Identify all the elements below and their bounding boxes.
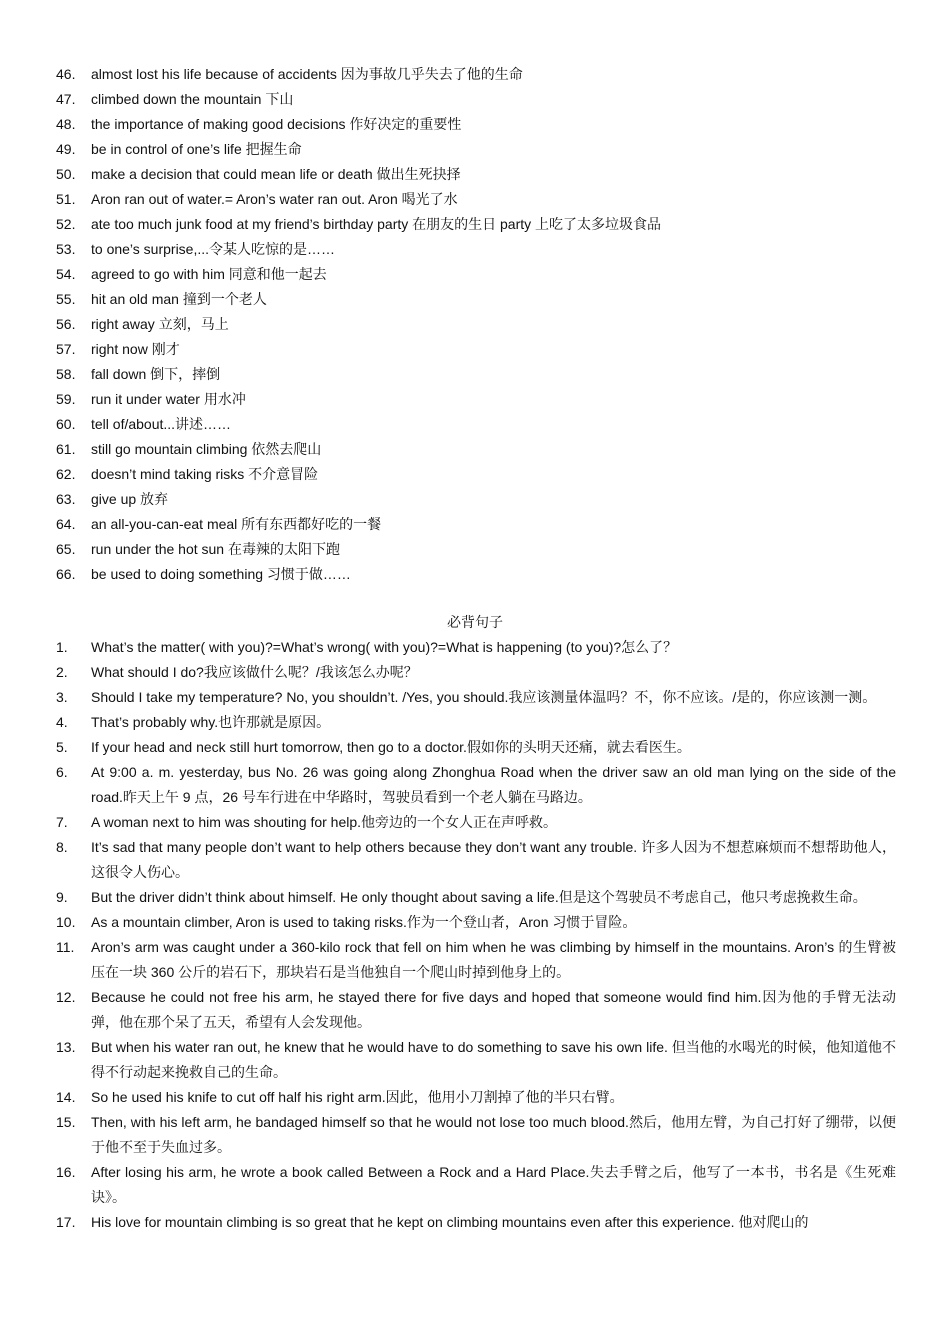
item-text: Aron ran out of water.= Aron’s water ran out. Aron 喝光了水 bbox=[91, 191, 458, 207]
item-number: 9. bbox=[56, 889, 68, 905]
item-text: still go mountain climbing 依然去爬山 bbox=[91, 441, 322, 457]
item-number: 11. bbox=[56, 939, 75, 955]
item-number: 48. bbox=[56, 116, 76, 132]
item-number: 65. bbox=[56, 541, 76, 557]
item-text: As a mountain climber, Aron is used to taking risks.作为一个登山者，Aron 习惯于冒险。 bbox=[91, 914, 637, 930]
vocab-item bbox=[56, 437, 896, 462]
item-text: Because he could not free his arm, he stayed there for five days and hoped that someone would find him.因为他的手臂无法动弹，他在那个呆了五天，希望有人会发现他。 bbox=[91, 989, 896, 1030]
sentence-item bbox=[56, 810, 896, 835]
item-number: 53. bbox=[56, 241, 76, 257]
item-number: 49. bbox=[56, 141, 76, 157]
item-text: What should I do?我应该做什么呢？/我该怎么办呢？ bbox=[91, 664, 418, 680]
item-text: Should I take my temperature? No, you shouldn’t. /Yes, you should.我应该测量体温吗？不，你不应该。/是的，你应该测一测。 bbox=[91, 689, 877, 705]
vocab-item bbox=[56, 387, 896, 412]
vocab-item bbox=[56, 487, 896, 512]
vocab-item bbox=[56, 537, 896, 562]
sentence-item bbox=[56, 760, 896, 810]
item-text: climbed down the mountain 下山 bbox=[91, 91, 294, 107]
item-number: 62. bbox=[56, 466, 76, 482]
item-text: A woman next to him was shouting for help.他旁边的一个女人正在声呼救。 bbox=[91, 814, 558, 830]
item-text: It’s sad that many people don’t want to help others because they don’t want any trouble. 许多人因为不想惹麻烦而不想帮助他人，这很令人伤心。 bbox=[91, 839, 896, 880]
vocab-item bbox=[56, 62, 896, 87]
item-number: 51. bbox=[56, 191, 76, 207]
vocab-item bbox=[56, 237, 896, 262]
item-number: 59. bbox=[56, 391, 76, 407]
item-text: agreed to go with him 同意和他一起去 bbox=[91, 266, 327, 282]
item-text: right away 立刻，马上 bbox=[91, 316, 229, 332]
item-text: So he used his knife to cut off half his right arm.因此，他用小刀割掉了他的半只右臂。 bbox=[91, 1089, 624, 1105]
vocab-item bbox=[56, 362, 896, 387]
vocab-item bbox=[56, 162, 896, 187]
sentence-item bbox=[56, 660, 896, 685]
sentence-item bbox=[56, 635, 896, 660]
sentence-item bbox=[56, 835, 896, 885]
item-number: 6. bbox=[56, 764, 68, 780]
sentence-item bbox=[56, 1085, 896, 1110]
item-number: 57. bbox=[56, 341, 76, 357]
sentence-item bbox=[56, 1035, 896, 1085]
item-number: 47. bbox=[56, 91, 76, 107]
vocab-item bbox=[56, 412, 896, 437]
item-text: But the driver didn’t think about himself. He only thought about saving a life.但是这个驾驶员不考虑自己，他只考虑挽救生命。 bbox=[91, 889, 867, 905]
item-number: 50. bbox=[56, 166, 76, 182]
vocabulary-list bbox=[56, 62, 896, 587]
item-text: Aron’s arm was caught under a 360-kilo rock that fell on him when he was climbing by himself in the mountains. Aron’s 的生臂被压在一块 360 公斤的岩石下，那块岩石是当他独自一个爬山时掉到他身上的。 bbox=[91, 939, 896, 980]
vocab-item bbox=[56, 337, 896, 362]
item-number: 66. bbox=[56, 566, 76, 582]
item-text: almost lost his life because of accidents 因为事故几乎失去了他的生命 bbox=[91, 66, 523, 82]
item-text: run under the hot sun 在毒辣的太阳下跑 bbox=[91, 541, 340, 557]
item-text: be in control of one’s life 把握生命 bbox=[91, 141, 302, 157]
item-text: an all-you-can-eat meal 所有东西都好吃的一餐 bbox=[91, 516, 382, 532]
item-number: 15. bbox=[56, 1114, 76, 1130]
sentence-item bbox=[56, 1110, 896, 1160]
sentence-item bbox=[56, 1160, 896, 1210]
item-text: hit an old man 撞到一个老人 bbox=[91, 291, 267, 307]
item-number: 56. bbox=[56, 316, 76, 332]
item-number: 10. bbox=[56, 914, 76, 930]
sentence-item bbox=[56, 685, 896, 710]
item-text: to one’s surprise,...令某人吃惊的是…… bbox=[91, 241, 336, 257]
item-number: 52. bbox=[56, 216, 76, 232]
item-text: doesn’t mind taking risks 不介意冒险 bbox=[91, 466, 319, 482]
sentence-item bbox=[56, 910, 896, 935]
item-text: His love for mountain climbing is so great that he kept on climbing mountains even after this experience. 他对爬山的 bbox=[91, 1214, 809, 1230]
sentence-item bbox=[56, 710, 896, 735]
item-number: 55. bbox=[56, 291, 76, 307]
vocab-item bbox=[56, 562, 896, 587]
item-text: be used to doing something 习惯于做…… bbox=[91, 566, 351, 582]
item-text: fall down 倒下，摔倒 bbox=[91, 366, 221, 382]
item-text: But when his water ran out, he knew that he would have to do something to save his own life. 但当他的水喝光的时候，他知道他不得不行动起来挽救自己的生命。 bbox=[91, 1039, 896, 1080]
item-number: 4. bbox=[56, 714, 68, 730]
vocab-item bbox=[56, 462, 896, 487]
section-heading: 必背句子 bbox=[447, 614, 503, 630]
vocab-item bbox=[56, 312, 896, 337]
item-number: 17. bbox=[56, 1214, 76, 1230]
item-number: 3. bbox=[56, 689, 68, 705]
vocab-item bbox=[56, 212, 896, 237]
vocab-item bbox=[56, 512, 896, 537]
item-text: the importance of making good decisions 作好决定的重要性 bbox=[91, 116, 462, 132]
item-number: 7. bbox=[56, 814, 68, 830]
item-number: 13. bbox=[56, 1039, 76, 1055]
item-text: give up 放弃 bbox=[91, 491, 169, 507]
item-text: make a decision that could mean life or death 做出生死抉择 bbox=[91, 166, 461, 182]
item-number: 5. bbox=[56, 739, 68, 755]
item-number: 12. bbox=[56, 989, 76, 1005]
vocab-item bbox=[56, 112, 896, 137]
item-text: That’s probably why.也许那就是原因。 bbox=[91, 714, 331, 730]
item-text: At 9:00 a. m. yesterday, bus No. 26 was going along Zhonghua Road when the driver saw an old man lying on the side of the road.昨天上午 9 点，26 号车行进在中华路时，驾驶员看到一个老人躺在马路边。 bbox=[91, 764, 896, 805]
item-text: What’s the matter( with you)?=What’s wrong( with you)?=What is happening (to you)?怎么了？ bbox=[91, 639, 678, 655]
sentence-item bbox=[56, 885, 896, 910]
sentence-item bbox=[56, 935, 896, 985]
sentence-item bbox=[56, 735, 896, 760]
item-number: 58. bbox=[56, 366, 76, 382]
item-number: 14. bbox=[56, 1089, 76, 1105]
sentence-item bbox=[56, 985, 896, 1035]
item-number: 54. bbox=[56, 266, 76, 282]
item-number: 60. bbox=[56, 416, 76, 432]
vocab-item bbox=[56, 287, 896, 312]
item-number: 63. bbox=[56, 491, 76, 507]
item-text: Then, with his left arm, he bandaged himself so that he would not lose too much blood.然后，他用左臂，为自己打好了绷带，以便于他不至于失血过多。 bbox=[91, 1114, 896, 1155]
item-number: 2. bbox=[56, 664, 68, 680]
item-text: run it under water 用水冲 bbox=[91, 391, 246, 407]
vocab-item bbox=[56, 87, 896, 112]
vocab-item bbox=[56, 262, 896, 287]
item-text: If your head and neck still hurt tomorrow, then go to a doctor.假如你的头明天还痛，就去看医生。 bbox=[91, 739, 691, 755]
item-text: ate too much junk food at my friend’s birthday party 在朋友的生日 party 上吃了太多垃圾食品 bbox=[91, 216, 662, 232]
item-number: 64. bbox=[56, 516, 76, 532]
sentence-item bbox=[56, 1210, 896, 1235]
item-number: 1. bbox=[56, 639, 68, 655]
item-number: 8. bbox=[56, 839, 68, 855]
vocab-item bbox=[56, 137, 896, 162]
item-text: right now 刚才 bbox=[91, 341, 180, 357]
sentence-list bbox=[56, 635, 896, 1235]
item-text: After losing his arm, he wrote a book called Between a Rock and a Hard Place.失去手臂之后，他写了一本书，书名是《生死难诀》。 bbox=[91, 1164, 896, 1205]
item-number: 46. bbox=[56, 66, 76, 82]
item-number: 61. bbox=[56, 441, 76, 457]
item-number: 16. bbox=[56, 1164, 76, 1180]
vocab-item bbox=[56, 187, 896, 212]
item-text: tell of/about...讲述…… bbox=[91, 416, 232, 432]
